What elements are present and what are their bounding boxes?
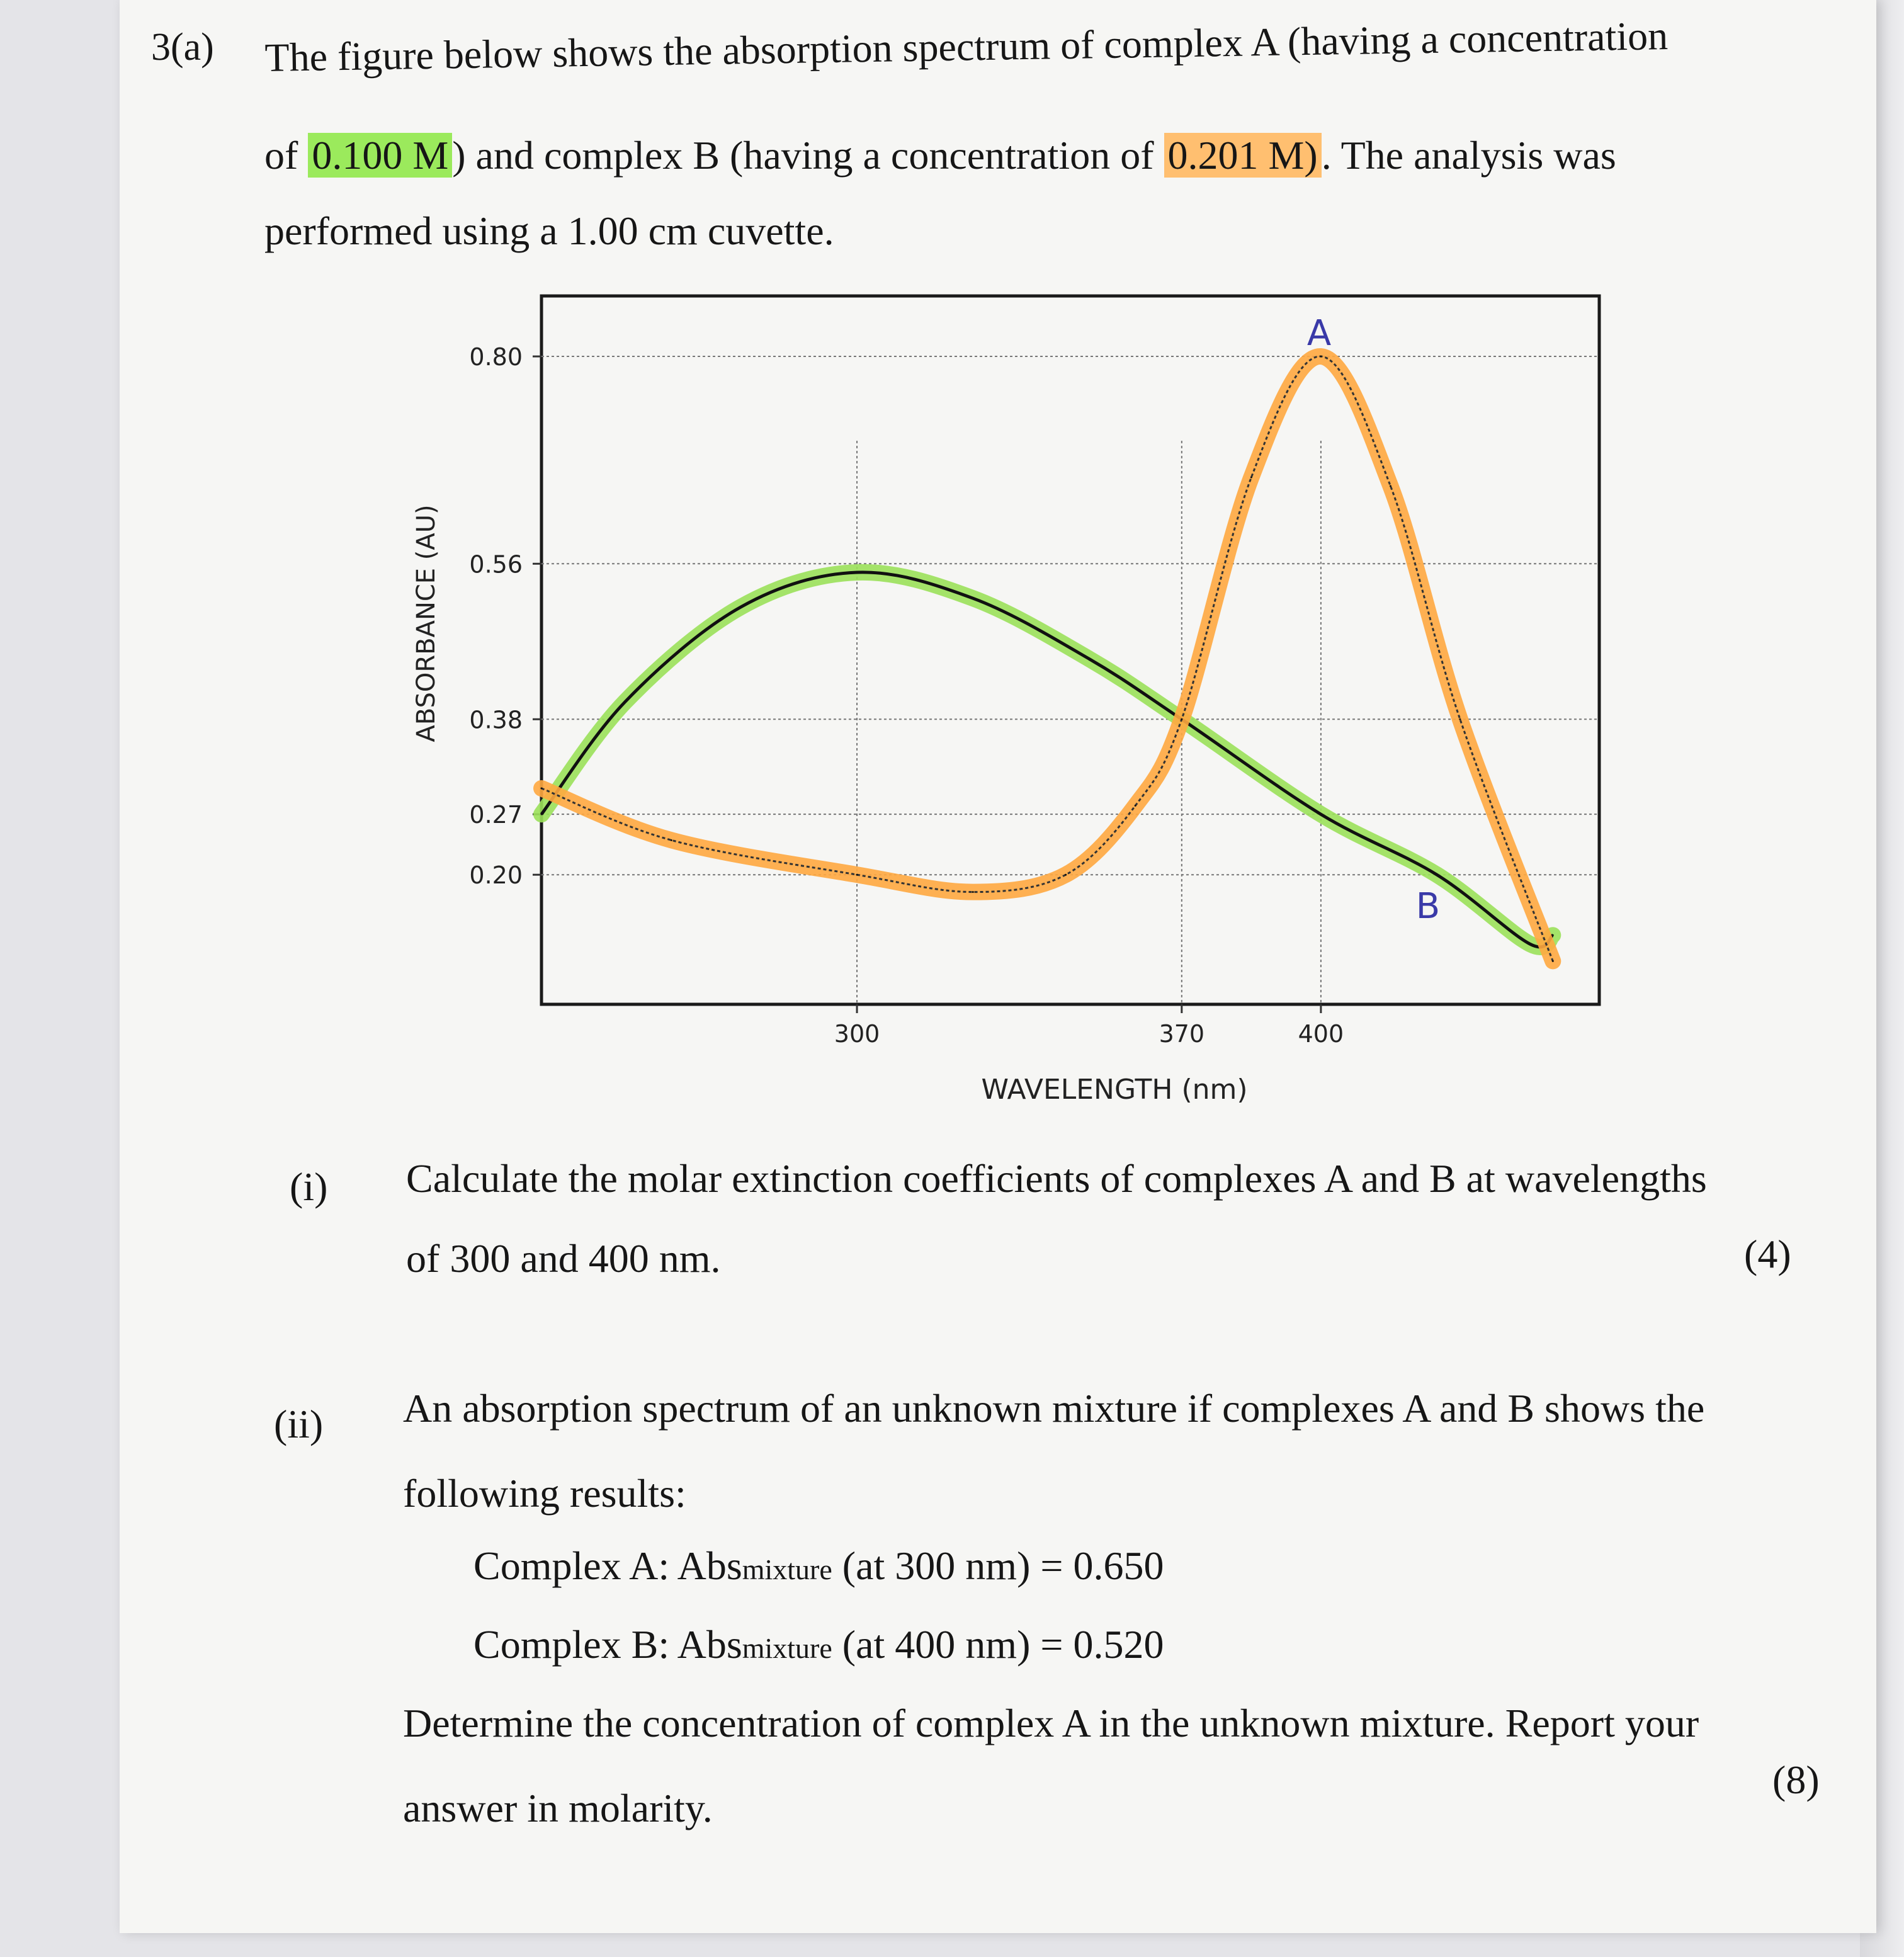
data-point-b-9	[1390, 485, 1391, 487]
part-ii-line-2: following results:	[403, 1471, 686, 1516]
complex-a-result	[473, 1543, 1164, 1589]
intro-end-text: . The analysis was	[1321, 133, 1616, 178]
part-ii-line-1: An absorption spectrum of an unknown mixture if complexes A and B shows the	[403, 1386, 1705, 1431]
data-point-b-10	[1459, 718, 1461, 720]
data-point-a-1	[624, 701, 626, 703]
intro-line-1: The figure below shows the absorption spectrum of complex A (having a concentration	[264, 13, 1669, 80]
data-point-b-6	[1181, 718, 1182, 720]
data-point-b-11	[1552, 960, 1554, 962]
data-point-b-1	[671, 839, 672, 841]
highlight-curve-b	[541, 356, 1553, 961]
intro-of-text: of	[264, 133, 298, 178]
data-point-a-0	[541, 814, 543, 815]
data-point-b-0	[541, 788, 543, 790]
part-ii-line-5: Determine the concentration of complex A in the unknown mixture. Report your	[403, 1701, 1699, 1745]
data-point-a-4	[972, 598, 974, 599]
intro-middle-text: ) and complex B (having a concentration of	[452, 133, 1154, 178]
data-point-a-7	[1320, 814, 1322, 815]
y-tick-label-0.56: 0.56	[469, 550, 523, 579]
y-axis-label: ABSORBANCE (AU)	[412, 504, 441, 742]
part-ii-marks: (8)	[1772, 1757, 1820, 1802]
data-point-a-3	[856, 572, 858, 574]
question-number: 3(a)	[151, 26, 214, 69]
concentration-b-highlight: 0.201 M)	[1164, 133, 1322, 178]
complex-b-suffix: (at 400 nm) = 0.520	[832, 1622, 1164, 1667]
complex-b-subscript: mixture	[742, 1632, 832, 1664]
part-ii-label: (ii)	[274, 1402, 324, 1446]
curve-label-a: B	[1415, 886, 1441, 927]
series-layer	[541, 356, 1554, 962]
tick-labels	[469, 343, 1344, 1048]
x-tick-label-400: 400	[1298, 1020, 1344, 1048]
x-tick-label-370: 370	[1159, 1020, 1205, 1048]
data-point-b-4	[1065, 874, 1067, 876]
concentration-a-highlight: 0.100 M	[308, 133, 452, 178]
x-axis-label: WAVELENGTH (nm)	[981, 1074, 1248, 1106]
data-point-b-2	[856, 874, 858, 876]
data-point-a-10	[1552, 934, 1554, 936]
part-ii-line-6: answer in molarity.	[403, 1786, 713, 1830]
y-tick-label-0.38: 0.38	[469, 706, 523, 734]
data-point-a-5	[1088, 658, 1090, 660]
spectrum-line-b	[541, 356, 1553, 961]
y-tick-label-0.20: 0.20	[469, 861, 523, 890]
part-i-line-1: Calculate the molar extinction coefficients of complexes A and B at wavelengths	[406, 1156, 1707, 1201]
y-tick-label-0.27: 0.27	[469, 801, 523, 829]
data-point-b-7	[1250, 477, 1252, 479]
data-point-b-5	[1135, 805, 1136, 807]
data-point-a-9	[1529, 943, 1531, 944]
data-point-a-8	[1436, 874, 1438, 876]
part-i-label: (i)	[290, 1164, 328, 1209]
complex-a-subscript: mixture	[742, 1553, 832, 1585]
complex-b-prefix: Complex B: Abs	[473, 1622, 742, 1667]
complex-a-prefix: Complex A: Abs	[473, 1543, 742, 1588]
part-i-line-2: of 300 and 400 nm.	[406, 1236, 721, 1281]
complex-b-result	[473, 1621, 1164, 1668]
y-tick-label-0.80: 0.80	[469, 343, 523, 372]
intro-line-3: performed using a 1.00 cm cuvette.	[264, 208, 834, 253]
complex-a-suffix: (at 300 nm) = 0.650	[832, 1543, 1164, 1588]
data-point-b-3	[972, 891, 974, 893]
part-i-marks: (4)	[1744, 1232, 1791, 1276]
data-point-a-2	[740, 606, 742, 608]
data-point-b-8	[1320, 356, 1322, 358]
peak-label-b: A	[1306, 313, 1332, 354]
x-tick-label-300: 300	[834, 1020, 880, 1048]
